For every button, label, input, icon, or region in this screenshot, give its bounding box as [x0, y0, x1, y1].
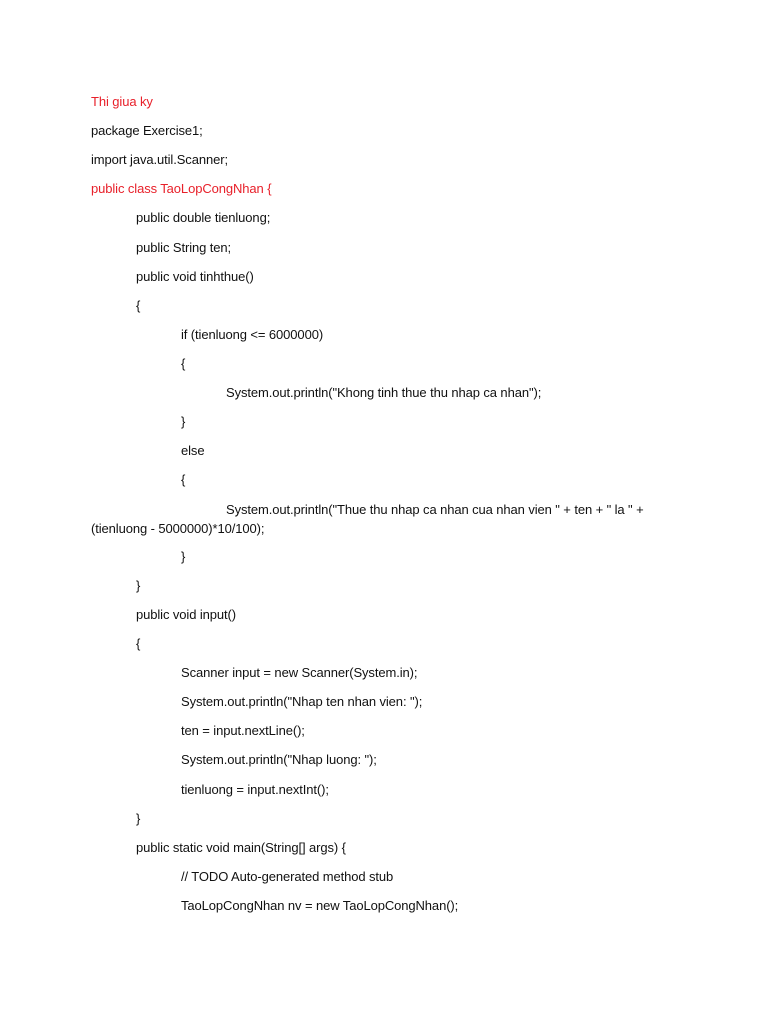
code-line-brace: {	[136, 298, 141, 313]
code-line-println-salary-prompt: System.out.println("Nhap luong: ");	[181, 752, 377, 767]
code-line-import: import java.util.Scanner;	[91, 152, 228, 167]
document-heading: Thi giua ky	[91, 94, 153, 109]
code-line-scanner: Scanner input = new Scanner(System.in);	[181, 665, 418, 680]
code-line-brace: }	[181, 549, 186, 564]
code-line-field-tienluong: public double tienluong;	[136, 210, 271, 225]
code-line-method-input: public void input()	[136, 607, 236, 622]
code-line-brace: }	[136, 578, 141, 593]
code-line-class-declaration: public class TaoLopCongNhan {	[91, 181, 272, 196]
code-line-brace: {	[181, 356, 186, 371]
code-line-read-name: ten = input.nextLine();	[181, 723, 305, 738]
code-line-package: package Exercise1;	[91, 123, 203, 138]
code-line-println-no-tax: System.out.println("Khong tinh thue thu nhap ca nhan");	[226, 385, 542, 400]
code-line-main: public static void main(String[] args) {	[136, 840, 346, 855]
code-line-brace: }	[181, 414, 186, 429]
code-line-read-salary: tienluong = input.nextInt();	[181, 782, 329, 797]
code-line-brace: {	[181, 472, 186, 487]
code-line-new-instance: TaoLopCongNhan nv = new TaoLopCongNhan();	[181, 898, 459, 913]
code-line-println-tax: System.out.println("Thue thu nhap ca nhan cua nhan vien " + ten + " la " +	[226, 502, 644, 517]
code-line-if: if (tienluong <= 6000000)	[181, 327, 324, 342]
code-line-brace: {	[136, 636, 141, 651]
code-line-todo-comment: // TODO Auto-generated method stub	[181, 869, 394, 884]
code-line-println-tax-continued: (tienluong - 5000000)*10/100);	[91, 521, 265, 536]
code-line-else: else	[181, 443, 205, 458]
code-line-field-ten: public String ten;	[136, 240, 232, 255]
code-line-println-name-prompt: System.out.println("Nhap ten nhan vien: ");	[181, 694, 423, 709]
code-line-method-tinhthue: public void tinhthue()	[136, 269, 254, 284]
code-line-brace: }	[136, 811, 141, 826]
